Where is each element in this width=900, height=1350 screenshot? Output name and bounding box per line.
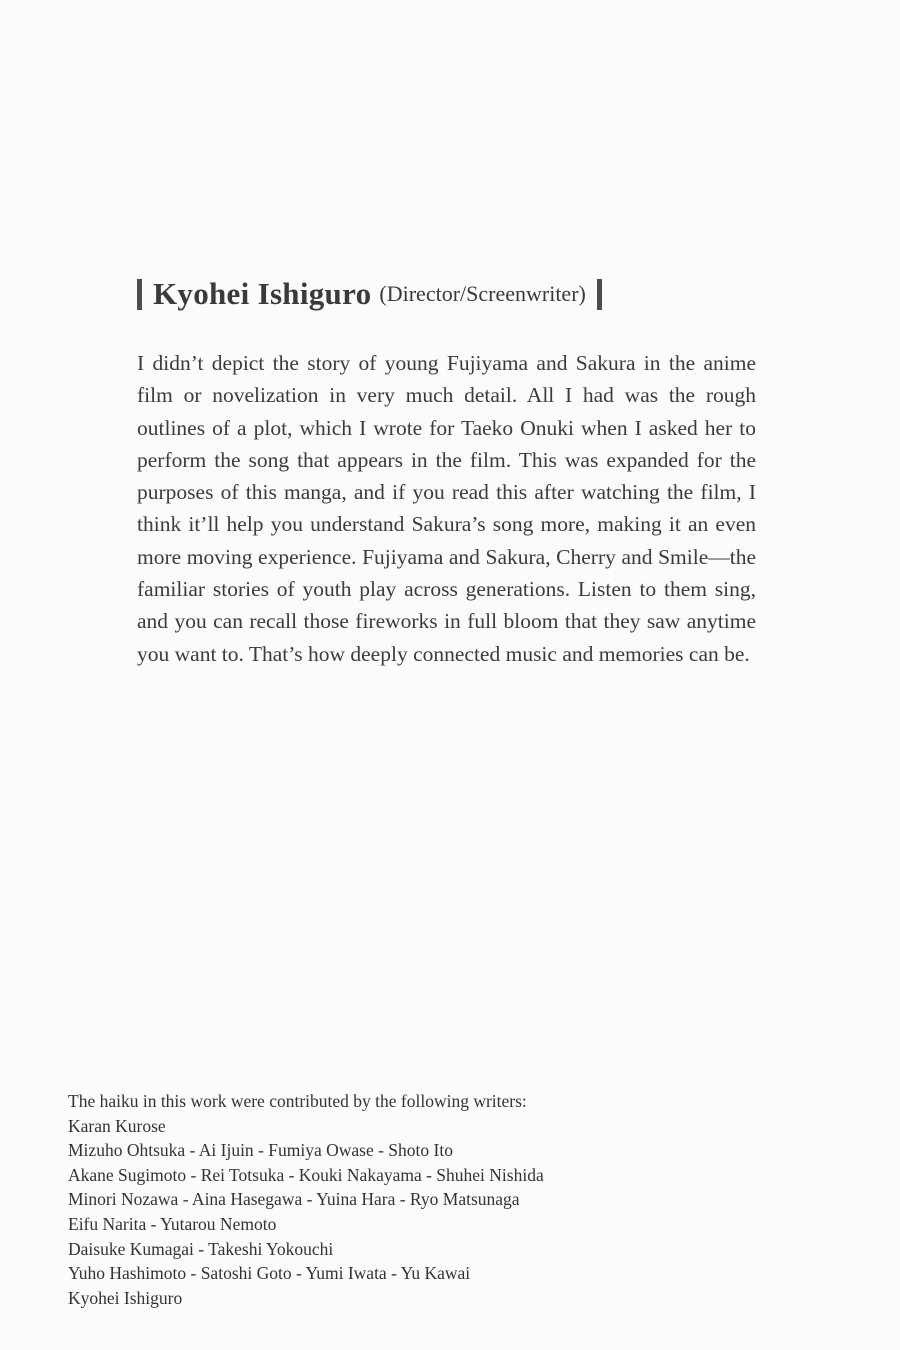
section-heading bbox=[137, 276, 602, 312]
author-role: (Director/Screenwriter) bbox=[379, 281, 586, 306]
credit-line: Minori Nozawa - Aina Hasegawa - Yuina Hara - Ryo Matsunaga bbox=[68, 1189, 520, 1210]
afterword-paragraph: I didn’t depict the story of young Fujiyama and Sakura in the anime film or novelization in very much detail. All I had was the rough outlines of a plot, which I wrote for Taeko Onuki when I asked her to perform the song that appears in the film. This was expanded for the purposes of this manga, and if you read this after watching the film, I think it’ll help you understand Sakura’s song more, making it an even more moving experience. Fujiyama and Sakura, Cherry and Smile—the familiar stories of youth play across generations. Listen to them sing, and you can recall those fireworks in full bloom that they saw anytime you want to. That’s how deeply connected music and memories can be. bbox=[137, 351, 756, 666]
credit-line: Daisuke Kumagai - Takeshi Yokouchi bbox=[68, 1238, 334, 1259]
heading-right-bar-icon bbox=[597, 279, 602, 310]
credit-line: Karan Kurose bbox=[68, 1115, 166, 1136]
haiku-credits bbox=[68, 1089, 544, 1310]
credit-line: Yuho Hashimoto - Satoshi Goto - Yumi Iwata - Yu Kawai bbox=[68, 1263, 471, 1284]
credits-intro: The haiku in this work were contributed by the following writers: bbox=[68, 1091, 527, 1111]
credit-line: Eifu Narita - Yutarou Nemoto bbox=[68, 1213, 277, 1234]
heading-left-bar-icon bbox=[137, 279, 142, 310]
author-name: Kyohei Ishiguro bbox=[153, 276, 372, 311]
credit-line: Akane Sugimoto - Rei Totsuka - Kouki Nakayama - Shuhei Nishida bbox=[68, 1164, 544, 1185]
credit-line: Mizuho Ohtsuka - Ai Ijuin - Fumiya Owase - Shoto Ito bbox=[68, 1140, 453, 1161]
credit-line: Kyohei Ishiguro bbox=[68, 1287, 183, 1308]
